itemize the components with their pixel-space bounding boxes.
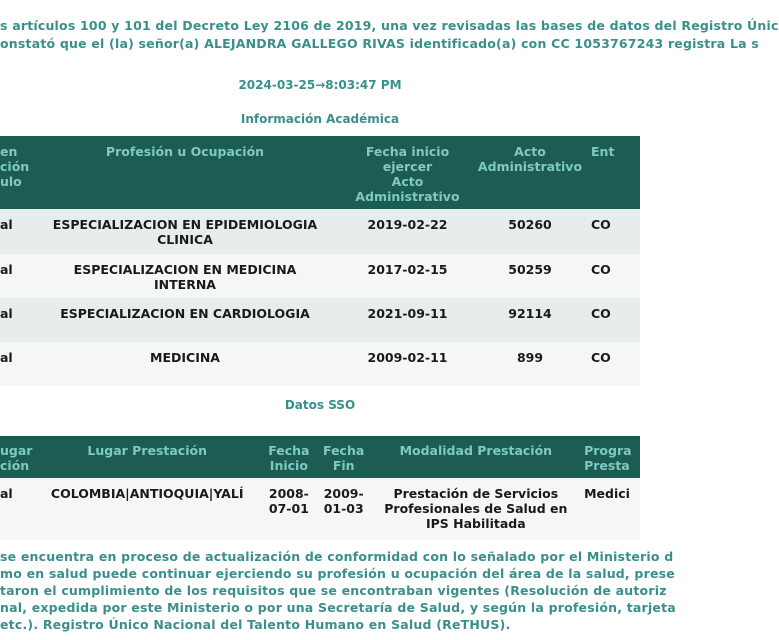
academic-cell-date: 2021-09-11 (340, 298, 475, 342)
academic-header-start-date (340, 136, 475, 209)
academic-header-profession: Profesión u Ocupación (30, 136, 340, 209)
sso-cell-modality-line2: Profesionales de Salud en (384, 501, 568, 516)
table-row (0, 209, 640, 254)
academic-cell-entity-text: CO (591, 306, 611, 321)
academic-header-row (0, 136, 640, 209)
academic-cell-profession-line1: ESPECIALIZACION EN MEDICINA (73, 262, 297, 277)
sso-cell-col0: al (0, 478, 32, 540)
sso-cell-end-line2: 01-03 (323, 501, 364, 516)
academic-table (0, 136, 640, 386)
academic-header-col0-line1: en (0, 144, 18, 159)
sso-section-title: Datos SSO (284, 398, 356, 412)
academic-cell-act: 899 (475, 342, 585, 386)
sso-header-start-line2: Inicio (269, 458, 308, 473)
academic-cell-entity (585, 298, 640, 342)
sso-header-program-line2: Presta (584, 458, 630, 473)
sso-header-modality: Modalidad Prestación (372, 436, 581, 478)
sso-header-place: Lugar Prestación (32, 436, 262, 478)
academic-header-act-line1: Acto (514, 144, 546, 159)
academic-cell-act: 50260 (475, 209, 585, 254)
footer-line-5: etc.). Registro Único Nacional del Talento Humano en Salud (ReTHUS). (0, 617, 511, 632)
academic-cell-entity-text: CO (591, 350, 611, 365)
intro-line-2: onstató que el (la) señor(a) ALEJANDRA GALLEGO RIVAS identificado(a) con CC 1053767243 registra La s (0, 36, 759, 51)
sso-header-col0-line2: ción (0, 458, 30, 473)
timestamp: 2024-03-25→8:03:47 PM (238, 78, 402, 92)
academic-cell-entity (585, 209, 640, 254)
sso-table (0, 436, 640, 540)
sso-cell-program (580, 478, 640, 540)
academic-cell-date: 2019-02-22 (340, 209, 475, 254)
sso-cell-place: COLOMBIA|ANTIOQUIA|YALÍ (32, 478, 262, 540)
academic-header-col0-line3: ulo (0, 174, 22, 189)
academic-header-entity (585, 136, 640, 209)
sso-header-col0-line1: ugar (0, 443, 33, 458)
footer-line-2: mo en salud puede continuar ejerciendo su profesión u ocupación del área de la salud, prese (0, 566, 675, 581)
sso-header-end-line2: Fin (332, 458, 355, 473)
footer-line-3: taron el cumplimiento de los requisitos que se encontraban vigentes (Resolución de autoriz (0, 583, 667, 598)
academic-cell-col0: al (0, 209, 30, 254)
academic-header-col0 (0, 136, 30, 209)
academic-cell-profession-line2: CLINICA (157, 232, 213, 247)
sso-header-end (316, 436, 372, 478)
sso-cell-start (262, 478, 316, 540)
sso-cell-start-line2: 07-01 (268, 501, 309, 516)
academic-cell-col0: al (0, 254, 30, 298)
sso-cell-end-line1: 2009- (323, 486, 364, 501)
sso-header-start (262, 436, 316, 478)
sso-cell-modality-line3: IPS Habilitada (425, 516, 526, 531)
footer-line-1: se encuentra en proceso de actualización de conformidad con lo señalado por el Ministerio d (0, 549, 674, 564)
sso-cell-program-text: Medici (584, 486, 630, 501)
sso-header-end-line1: Fecha (323, 443, 365, 458)
academic-header-act-line2: Administrativo (477, 159, 583, 174)
academic-header-start-date-line3: Acto (391, 174, 424, 189)
academic-cell-act: 92114 (475, 298, 585, 342)
table-row (0, 254, 640, 298)
sso-header-start-line1: Fecha (268, 443, 310, 458)
sso-header-row (0, 436, 640, 478)
academic-cell-profession (30, 254, 340, 298)
academic-header-entity-text: Ent (591, 144, 615, 159)
academic-cell-col0: al (0, 298, 30, 342)
footer-line-4: nal, expedida por este Ministerio o por una Secretaría de Salud, y según la profesión, tarjeta (0, 600, 676, 615)
sso-cell-modality (372, 478, 581, 540)
academic-cell-col0: al (0, 342, 30, 386)
intro-line-1: s artículos 100 y 101 del Decreto Ley 2106 de 2019, una vez revisadas las bases de datos del Registro Únic (0, 18, 779, 33)
academic-cell-entity (585, 342, 640, 386)
academic-cell-profession-line1: ESPECIALIZACION EN EPIDEMIOLOGIA (52, 217, 318, 232)
table-row (0, 478, 640, 540)
academic-cell-profession (30, 298, 340, 342)
academic-cell-date: 2009-02-11 (340, 342, 475, 386)
academic-cell-act: 50259 (475, 254, 585, 298)
academic-cell-entity-text: CO (591, 217, 611, 232)
academic-header-act (475, 136, 585, 209)
academic-cell-profession-line1: ESPECIALIZACION EN CARDIOLOGIA (60, 306, 310, 321)
academic-header-start-date-line2: ejercer (382, 159, 433, 174)
academic-cell-profession-line2: INTERNA (154, 277, 216, 292)
sso-cell-modality-line1: Prestación de Servicios (393, 486, 559, 501)
sso-header-program (580, 436, 640, 478)
sso-header-col0 (0, 436, 32, 478)
table-row (0, 342, 640, 386)
academic-cell-profession-line1: MEDICINA (150, 350, 220, 365)
academic-cell-entity-text: CO (591, 262, 611, 277)
academic-header-col0-line2: ción (0, 159, 30, 174)
sso-header-program-line1: Progra (584, 443, 632, 458)
sso-cell-start-line1: 2008- (268, 486, 309, 501)
academic-cell-entity (585, 254, 640, 298)
academic-header-start-date-line4: Administrativo (355, 189, 460, 204)
table-row (0, 298, 640, 342)
academic-header-start-date-line1: Fecha inicio (365, 144, 450, 159)
academic-section-title: Información Académica (240, 112, 400, 126)
academic-cell-date: 2017-02-15 (340, 254, 475, 298)
academic-cell-profession (30, 342, 340, 386)
academic-cell-profession (30, 209, 340, 254)
sso-cell-end (316, 478, 372, 540)
